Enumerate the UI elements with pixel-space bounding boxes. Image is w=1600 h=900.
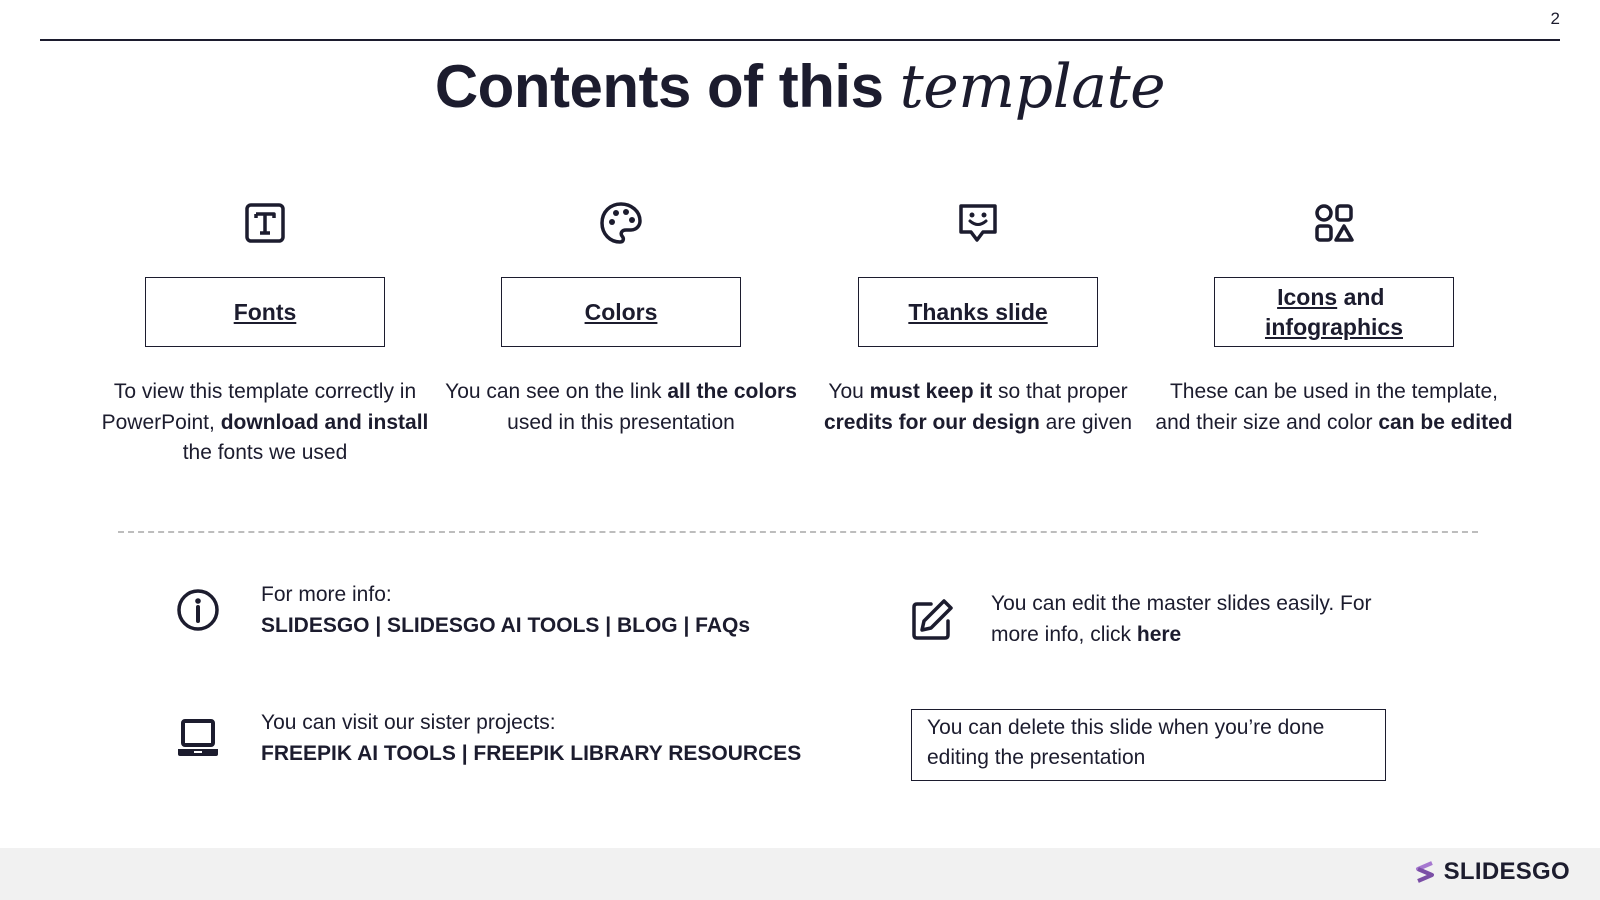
more-info-label: For more info: <box>261 583 392 606</box>
more-info-links[interactable]: SLIDESGO | SLIDESGO AI TOOLS | BLOG | FAQs <box>261 613 751 637</box>
thanks-link[interactable]: Thanks slide <box>908 299 1048 325</box>
section-fonts <box>85 200 445 469</box>
sister-projects-links[interactable]: FREEPIK AI TOOLS | FREEPIK LIBRARY RESOURCES <box>261 741 802 765</box>
icons-label-joiner: and <box>1337 284 1391 310</box>
colors-link-box[interactable] <box>501 277 741 347</box>
delete-note: You can delete this slide when you’re done editing the presentation <box>911 709 1386 781</box>
section-icons <box>1154 200 1514 438</box>
icons-description: These can be used in the template, and their size and color can be edited <box>1155 380 1513 434</box>
title-accent: template <box>899 52 1166 122</box>
smiley-chat-icon <box>955 200 1001 246</box>
title-main: Contents of this <box>434 53 884 120</box>
thanks-link-box[interactable] <box>858 277 1098 347</box>
brand <box>1412 858 1570 886</box>
master-slides-note: You can edit the master slides easily. For more info, click here <box>991 592 1372 646</box>
icons-link-box[interactable] <box>1214 277 1454 347</box>
master-here-link[interactable]: here <box>1136 622 1182 646</box>
infographics-link[interactable]: infographics <box>1264 314 1403 340</box>
fonts-link-box[interactable] <box>145 277 385 347</box>
fonts-link[interactable]: Fonts <box>233 299 297 325</box>
slidesgo-logo-icon <box>1412 859 1438 885</box>
text-box-icon <box>242 200 288 246</box>
palette-icon <box>598 200 644 246</box>
section-thanks <box>798 200 1158 438</box>
icons-link[interactable]: Icons <box>1277 284 1338 310</box>
laptop-icon <box>175 715 221 761</box>
top-rule <box>40 39 1560 41</box>
info-icon <box>175 587 221 633</box>
thanks-description: You must keep it so that proper credits for our design are given <box>823 380 1133 434</box>
footer-bar <box>0 848 1600 900</box>
page-number: 2 <box>1550 9 1560 28</box>
colors-link[interactable]: Colors <box>584 299 658 325</box>
fonts-description: To view this template correctly in PowerPoint, download and install the fonts we used <box>101 380 429 464</box>
page-title <box>0 52 1600 122</box>
sister-projects-label: You can visit our sister projects: <box>261 711 556 734</box>
colors-description: You can see on the link all the colors used in this presentation <box>445 380 797 434</box>
section-colors <box>441 200 801 438</box>
brand-name: SLIDESGO <box>1443 858 1570 885</box>
shapes-icon <box>1311 200 1357 246</box>
edit-icon <box>909 597 955 643</box>
dashed-divider <box>118 531 1478 533</box>
sister-projects <box>261 708 801 769</box>
more-info <box>261 580 750 641</box>
